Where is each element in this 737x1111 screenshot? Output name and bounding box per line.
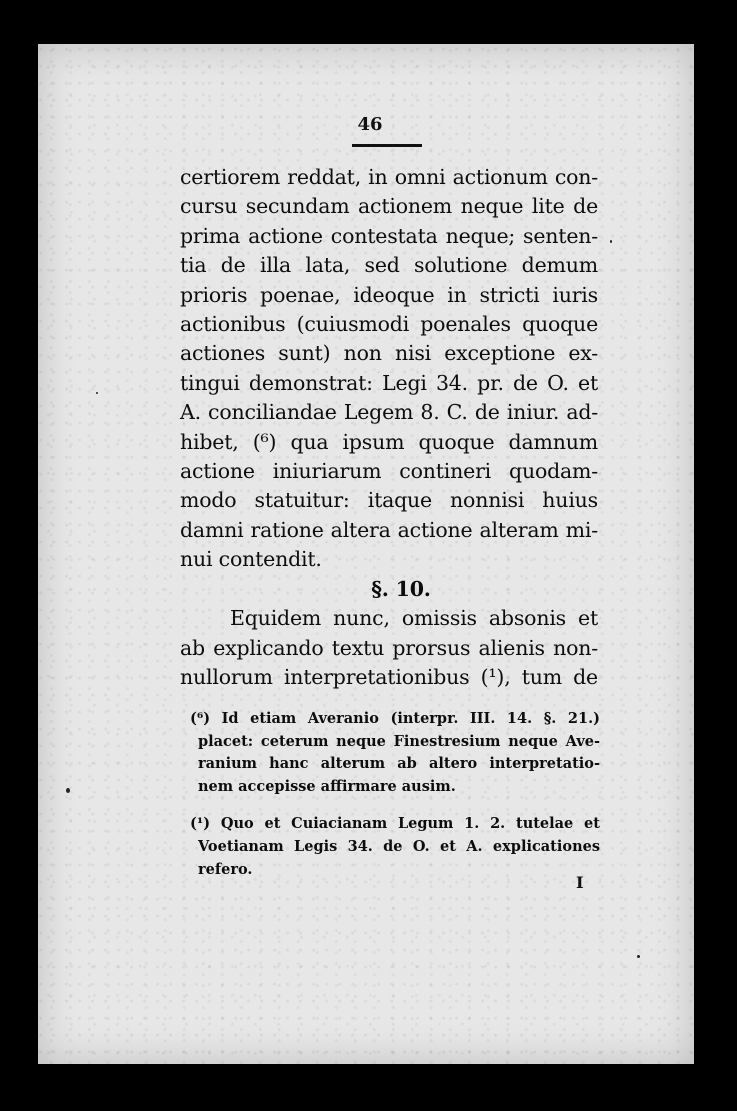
footnote-6-line: (⁶) Id etiam Averanio (interpr. III. 14. §. 21.) <box>190 710 600 727</box>
body-line: tingui demonstrat: Legi 34. pr. de O. et <box>180 370 598 395</box>
body-line: ab explicando textu prorsus alienis non- <box>180 635 598 660</box>
footnote-6-line: placet: ceterum neque Finestresium neque Ave- <box>198 732 600 750</box>
footnote-1-line: Voetianam Legis 34. de O. et A. explicationes <box>198 837 600 855</box>
body-line: tia de illa lata, sed solutione demum <box>180 253 598 278</box>
ink-speck <box>66 788 70 793</box>
footnote-6-line: ranium hanc alterum ab altero interpretatio- <box>198 755 600 773</box>
header-rule <box>352 144 422 147</box>
footnote-1-line: (¹) Quo et Cuiacianam Legum 1. 2. tutelae et <box>190 815 600 833</box>
body-line: modo statuitur: itaque nonnisi huius <box>180 488 598 513</box>
body-line: prioris poenae, ideoque in stricti iuris <box>180 282 598 307</box>
body-text <box>180 163 598 693</box>
body-line: prima actione contestata neque; senten- <box>180 223 598 248</box>
body-line: actionibus (cuiusmodi poenales quoque <box>180 311 598 336</box>
ink-speck <box>96 392 98 394</box>
body-line: certiorem reddat, in omni actionum con- <box>180 165 598 189</box>
footnote-gap <box>190 798 600 813</box>
footnotes <box>190 708 600 881</box>
body-line: nullorum interpretationibus (¹), tum de <box>180 665 598 690</box>
body-line: Equidem nunc, omissis absonis et <box>230 606 598 631</box>
body-line: actione iniuriarum contineri quodam- <box>180 458 598 483</box>
page-number: 46 <box>357 114 383 135</box>
body-line: damni ratione altera actione alteram mi- <box>180 517 598 542</box>
footnote-1-line: refero. <box>198 860 253 878</box>
body-line: cursu secundam actionem neque lite de <box>180 194 598 219</box>
body-line: A. conciliandae Legem 8. C. de iniur. ad- <box>180 400 598 425</box>
catchword: I <box>576 873 584 892</box>
body-line: nui contendit. <box>180 547 322 572</box>
ink-speck <box>637 955 640 958</box>
body-line: hibet, (⁶) qua ipsum quoque damnum <box>180 429 598 454</box>
ink-speck <box>610 240 612 243</box>
footnote-6-line: nem accepisse affirmare ausim. <box>198 777 456 795</box>
section-heading: §. 10. <box>371 577 431 602</box>
body-line: actiones sunt) non nisi exceptione ex- <box>180 341 598 366</box>
